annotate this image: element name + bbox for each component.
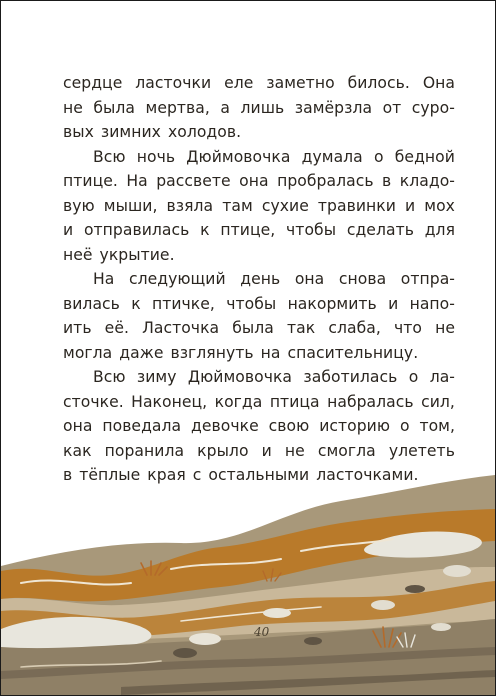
word: вых <box>63 123 94 141</box>
pebble-8 <box>304 637 322 645</box>
word: там <box>222 196 253 215</box>
word: бедной <box>394 147 455 166</box>
word: Дюймовочка <box>186 147 291 166</box>
word: следующий <box>128 270 226 288</box>
text-line <box>63 390 455 415</box>
word: мох <box>424 196 455 215</box>
word: Ласточка <box>142 319 220 337</box>
text-line <box>63 341 455 366</box>
word: была <box>93 98 136 117</box>
word: и <box>63 221 74 239</box>
pebble-1 <box>443 565 471 577</box>
word: ласточки <box>135 74 212 92</box>
text-line <box>63 145 455 170</box>
word: ла- <box>429 368 455 386</box>
word: не <box>284 441 305 460</box>
word: накормить <box>287 294 377 313</box>
word: ночь <box>136 147 176 166</box>
word: рассвете <box>156 172 231 190</box>
word: когда <box>214 392 263 411</box>
word: остальными <box>208 466 310 484</box>
word: к <box>131 294 141 313</box>
word: улететь <box>388 441 455 460</box>
word: крыло <box>197 441 249 460</box>
word: снова <box>338 270 387 288</box>
word: она <box>239 172 269 190</box>
word: На <box>126 172 148 190</box>
text-line <box>63 316 455 341</box>
pebble-3 <box>371 600 395 610</box>
word: чтобы <box>286 221 337 239</box>
word: отпра- <box>400 270 455 288</box>
word: заметно <box>266 74 335 92</box>
text-line <box>63 71 455 96</box>
word: сухие <box>261 196 309 215</box>
word: набралась <box>327 392 414 411</box>
word: её. <box>104 319 129 337</box>
word: к <box>200 221 210 239</box>
text-line <box>63 267 455 292</box>
word: птица <box>269 392 320 411</box>
word: девочке <box>191 417 259 435</box>
word: Дюймовочка <box>187 368 293 386</box>
word: взяла <box>166 196 214 215</box>
word: На <box>93 270 115 288</box>
word: тёплые <box>79 466 141 484</box>
word: Всю <box>93 368 126 386</box>
word: чтобы <box>226 294 277 313</box>
word: смогла <box>317 441 376 460</box>
word: края <box>147 466 186 484</box>
word: для <box>424 221 455 239</box>
text-line <box>63 96 455 121</box>
word: укрытие. <box>99 245 175 264</box>
word: и <box>388 294 399 313</box>
pebble-5 <box>189 633 221 645</box>
story-text <box>63 71 455 488</box>
pebble-7 <box>431 623 451 631</box>
word: лишь <box>240 98 285 117</box>
word: зиму <box>136 368 177 386</box>
word: мертва, <box>145 98 210 117</box>
word: сточке. <box>63 392 124 411</box>
word: с <box>192 466 202 484</box>
word: свою <box>268 417 310 435</box>
word: в <box>63 466 73 484</box>
word: еле <box>224 74 254 92</box>
word: напо- <box>409 294 455 313</box>
word: как <box>63 441 92 460</box>
winter-landscape-illustration <box>1 471 495 695</box>
word: суро- <box>411 98 455 117</box>
word: день <box>240 270 281 288</box>
word: зимних <box>100 123 161 141</box>
word: ить <box>63 319 92 337</box>
text-line <box>63 218 455 243</box>
word: не <box>63 98 83 117</box>
word: а <box>220 98 231 117</box>
word: птичке, <box>151 294 215 313</box>
word: спасительницу. <box>287 343 419 362</box>
word: могла <box>63 343 113 362</box>
pebble-4 <box>263 608 291 618</box>
word: о <box>373 147 384 166</box>
word: вую <box>63 196 95 215</box>
word: слаба, <box>328 319 381 337</box>
word: она <box>294 270 325 288</box>
word: птице. <box>63 172 118 190</box>
text-line <box>63 194 455 219</box>
word: мыши, <box>103 196 158 215</box>
word: от <box>382 98 402 117</box>
word: пробралась <box>277 172 374 190</box>
text-line <box>63 120 455 145</box>
page-number: 40 <box>254 625 270 639</box>
word: сил, <box>421 392 455 411</box>
word: о <box>408 368 419 386</box>
word: она <box>63 417 93 435</box>
word: так <box>287 319 316 337</box>
word: что <box>394 319 422 337</box>
word: думала <box>301 147 363 166</box>
text-line <box>63 169 455 194</box>
text-line <box>63 365 455 390</box>
word: заботилась <box>303 368 398 386</box>
word: замёрзла <box>294 98 373 117</box>
word: неё <box>63 245 93 264</box>
word: вилась <box>63 294 120 313</box>
word: и <box>261 441 272 460</box>
word: поранила <box>104 441 185 460</box>
word: сердце <box>63 74 123 92</box>
pebble-6 <box>173 648 197 658</box>
word: Всю <box>93 147 126 166</box>
word: травинки <box>317 196 396 215</box>
word: о <box>399 417 410 435</box>
word: Наконец, <box>131 392 208 411</box>
word: взглянуть <box>170 343 254 362</box>
pebble-2 <box>405 585 425 593</box>
word: отправилась <box>83 221 190 239</box>
text-line <box>63 414 455 439</box>
word: и <box>405 196 416 215</box>
word: билось. <box>347 74 410 92</box>
text-line <box>63 243 455 268</box>
text-line <box>63 292 455 317</box>
word: на <box>260 343 281 362</box>
word: в <box>382 172 392 190</box>
word: Она <box>422 74 455 92</box>
word: кладо- <box>399 172 455 190</box>
word: была <box>232 319 274 337</box>
word: ласточками. <box>316 466 419 484</box>
word: не <box>435 319 455 337</box>
word: историю <box>319 417 391 435</box>
word: поведала <box>102 417 182 435</box>
word: холодов. <box>167 123 242 141</box>
word: даже <box>119 343 164 362</box>
text-line <box>63 439 455 464</box>
word: том, <box>419 417 455 435</box>
word: птице, <box>220 221 276 239</box>
word: сделать <box>346 221 414 239</box>
